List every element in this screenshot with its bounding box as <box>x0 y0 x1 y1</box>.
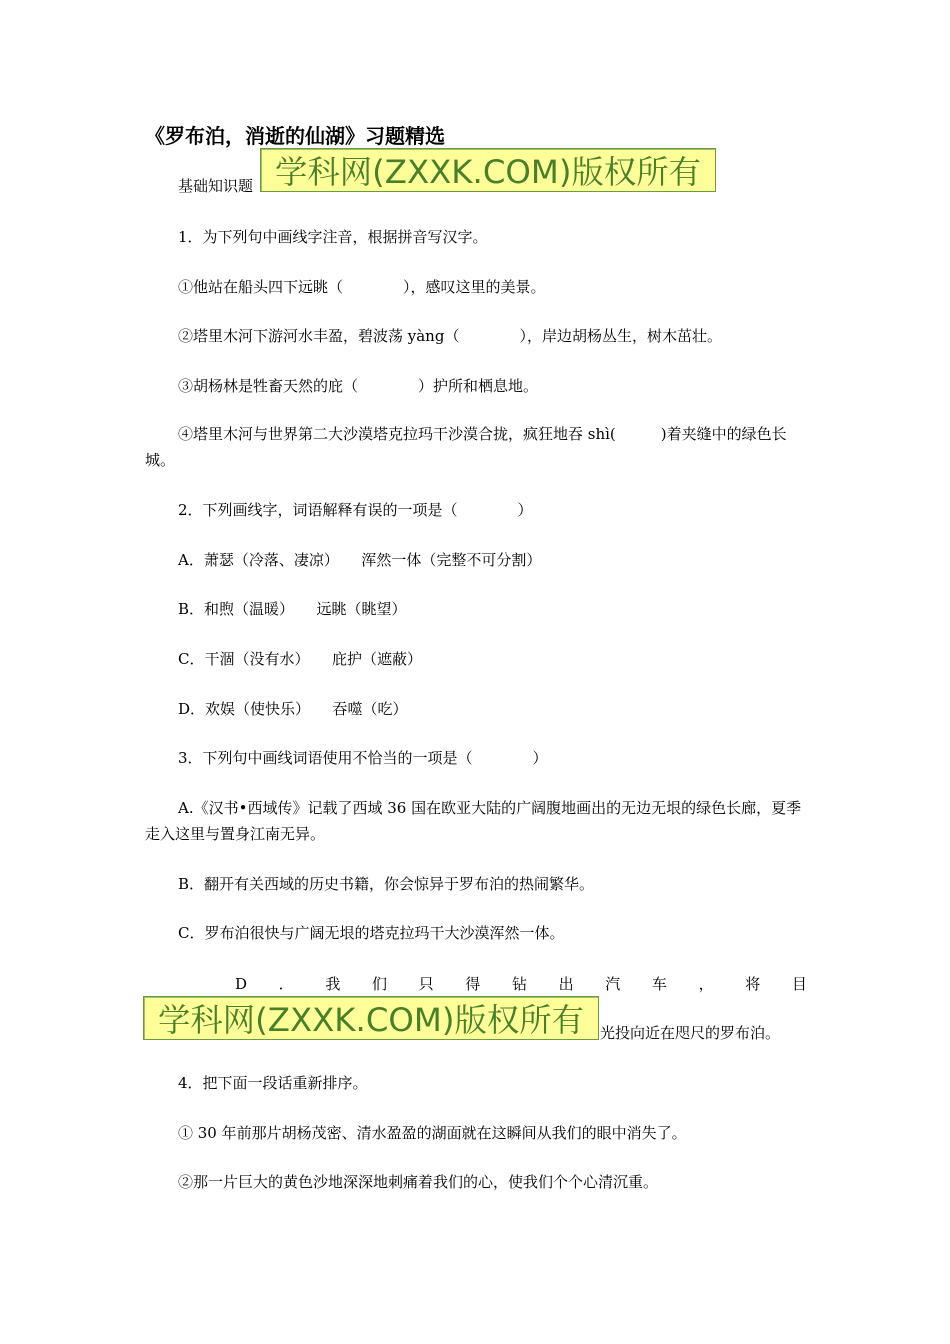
q1-item-2: ②塔里木河下游河水丰盈，碧波荡 yàng（ ），岸边胡杨丛生，树木茁壮。 <box>178 327 722 345</box>
q3-option-d-line1 <box>235 972 807 996</box>
q3-d-char: 车 <box>651 975 667 993</box>
q2-option-c: C．干涸（没有水） 庇护（遮蔽） <box>178 650 422 668</box>
q3-option-a: A.《汉书•西域传》记载了西域 36 国在欧亚大陆的广阔腹地画出的无边无垠的绿色长廊，夏季走入这里与置身江南无异。 <box>145 799 802 843</box>
q3-d-char: 只 <box>418 975 434 993</box>
q3-d-char: 出 <box>558 975 574 993</box>
q1-item-4: ④塔里木河与世界第二大沙漠塔克拉玛干沙漠合拢，疯狂地吞 shì( )着夹缝中的绿色长城。 <box>145 425 787 469</box>
q3-d-char: ， <box>698 975 714 993</box>
q4-stem: 4．把下面一段话重新排序。 <box>178 1074 368 1092</box>
q3-option-b: B．翻开有关西域的历史书籍，你会惊异于罗布泊的热闹繁华。 <box>178 875 595 893</box>
q2-option-a: A．萧瑟（冷落、凄凉） 浑然一体（完整不可分割） <box>178 551 542 569</box>
q3-stem: 3．下列句中画线词语使用不恰当的一项是（ ） <box>178 749 548 767</box>
watermark-stamp <box>143 996 599 1040</box>
page-title: 《罗布泊，消逝的仙湖》习题精选 <box>145 124 445 148</box>
q3-d-char: 钻 <box>511 975 527 993</box>
q1-item-3: ③胡杨林是牲畜天然的庇（ ）护所和栖息地。 <box>178 377 539 395</box>
q3-d-char: 汽 <box>605 975 621 993</box>
q1-stem: 1．为下列句中画线字注音，根据拼音写汉字。 <box>178 228 488 246</box>
svg-text:学科网(ZXXK.COM)版权所有: 学科网(ZXXK.COM)版权所有 <box>158 1001 584 1039</box>
q3-d-char: 将 <box>745 975 761 993</box>
q1-item-1: ①他站在船头四下远眺（ ），感叹这里的美景。 <box>178 278 546 296</box>
q3-d-char: ． <box>278 975 294 993</box>
q3-d-char: D <box>235 975 248 993</box>
q2-option-b: B．和煦（温暖） 远眺（眺望） <box>178 600 407 618</box>
q3-d-char: 得 <box>465 975 481 993</box>
q3-d-char: 目 <box>791 975 807 993</box>
q3-d-char: 们 <box>371 975 387 993</box>
section-label: 基础知识题 <box>178 177 254 195</box>
q2-stem: 2．下列画线字，词语解释有误的一项是（ ） <box>178 501 533 519</box>
q3-option-d-line2: 光投向近在咫尺的罗布泊。 <box>600 1024 781 1042</box>
q4-item-2: ②那一片巨大的黄色沙地深深地刺痛着我们的心，使我们个个心清沉重。 <box>178 1173 659 1191</box>
svg-text:学科网(ZXXK.COM)版权所有: 学科网(ZXXK.COM)版权所有 <box>275 153 701 191</box>
q2-option-d: D．欢娱（使快乐） 吞噬（吃） <box>178 700 408 718</box>
watermark-stamp <box>260 148 716 192</box>
q3-d-char: 我 <box>325 975 341 993</box>
q4-item-1: ① 30 年前那片胡杨茂密、清水盈盈的湖面就在这瞬间从我们的眼中消失了。 <box>178 1124 687 1142</box>
q3-option-c: C．罗布泊很快与广阔无垠的塔克拉玛干大沙漠浑然一体。 <box>178 924 565 942</box>
